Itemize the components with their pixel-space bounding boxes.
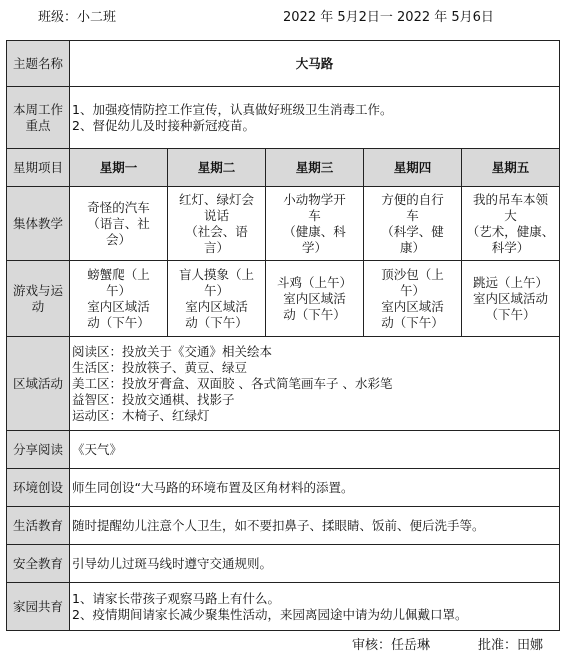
theme-value: 大马路 xyxy=(70,41,560,87)
cell-line: 室内区域活 xyxy=(283,290,346,306)
weekly-plan-table xyxy=(6,40,560,631)
week-header-label: 星期项目 xyxy=(7,149,70,187)
week-header-row xyxy=(7,149,560,187)
cell-line: 言） xyxy=(203,239,229,255)
home-content xyxy=(70,583,560,631)
cell-line: 红灯、绿灯会 xyxy=(178,191,254,207)
cell-line: 说话 xyxy=(203,207,229,223)
approver: 批准：田娜 xyxy=(478,638,544,653)
cell-line: 大 xyxy=(504,207,517,223)
cell-line: 车 xyxy=(308,207,321,223)
safety-label: 安全教育 xyxy=(7,545,70,583)
group-teaching-friday xyxy=(462,187,560,261)
games-label: 游戏与运动 xyxy=(7,261,70,337)
focus-content xyxy=(70,87,560,149)
area-item: 益智区：投放交通棋、找影子 xyxy=(72,391,235,407)
games-thursday xyxy=(364,261,462,337)
group-teaching-wednesday xyxy=(266,187,364,261)
cell-line: 午） xyxy=(203,282,229,298)
area-item: 生活区：投放筷子、黄豆、绿豆 xyxy=(72,359,248,375)
focus-row xyxy=(7,87,560,149)
games-row xyxy=(7,261,560,337)
day-tuesday: 星期二 xyxy=(168,149,266,187)
reading-row xyxy=(7,431,560,469)
environment-value: 师生同创设“大马路的环境布置及区角材料的添置。 xyxy=(70,469,560,507)
life-value: 随时提醒幼儿注意个人卫生，如不要扣鼻子、揉眼睛、饭前、便后洗手等。 xyxy=(70,507,560,545)
area-item: 美工区：投放牙膏盒、双面胶 、各式简笔画车子 、水彩笔 xyxy=(72,375,393,391)
day-friday: 星期五 xyxy=(462,149,560,187)
cell-line: 午） xyxy=(399,282,425,298)
life-row xyxy=(7,507,560,545)
home-label: 家园共育 xyxy=(7,583,70,631)
cell-line: （语言、社 xyxy=(87,215,150,231)
cell-line: 动（下午） xyxy=(185,314,248,330)
cell-line: 小动物学开 xyxy=(283,191,346,207)
home-item: 1、请家长带孩子观察马路上有什么。 xyxy=(72,590,280,606)
document-footer xyxy=(0,634,575,652)
cell-line: （艺术，健康、 xyxy=(466,223,555,239)
group-teaching-row xyxy=(7,187,560,261)
cell-line: 动（下午） xyxy=(283,306,346,322)
cell-line: 我的吊车本领 xyxy=(473,191,549,207)
cell-line: 室内区域活 xyxy=(87,298,150,314)
cell-line: 方便的自行 xyxy=(381,191,444,207)
cell-line: 学） xyxy=(301,239,327,255)
home-row xyxy=(7,583,560,631)
area-item: 阅读区：投放关于《交通》相关绘本 xyxy=(72,343,273,359)
group-teaching-tuesday xyxy=(168,187,266,261)
cell-line: 车 xyxy=(406,207,419,223)
group-teaching-thursday xyxy=(364,187,462,261)
cell-line: 螃蟹爬（上 xyxy=(87,266,150,282)
cell-line: 会） xyxy=(105,231,131,247)
cell-line: 动（下午） xyxy=(381,314,444,330)
safety-row xyxy=(7,545,560,583)
life-label: 生活教育 xyxy=(7,507,70,545)
cell-line: 奇怪的汽车 xyxy=(87,199,150,215)
cell-line: 午） xyxy=(105,282,131,298)
areas-content xyxy=(70,337,560,431)
cell-line: （健康、科 xyxy=(283,223,346,239)
cell-line: 顶沙包（上 xyxy=(381,266,444,282)
group-teaching-label: 集体教学 xyxy=(7,187,70,261)
theme-label: 主题名称 xyxy=(7,41,70,87)
cell-line: （社会、语 xyxy=(185,223,248,239)
cell-line: 跳远（上午） xyxy=(473,274,549,290)
cell-line: 科学） xyxy=(491,239,530,255)
day-monday: 星期一 xyxy=(70,149,168,187)
day-thursday: 星期四 xyxy=(364,149,462,187)
focus-label: 本周工作重点 xyxy=(7,87,70,149)
cell-line: 室内区域活动 xyxy=(473,290,549,306)
reading-label: 分享阅读 xyxy=(7,431,70,469)
cell-line: 斗鸡（上午） xyxy=(276,274,352,290)
cell-line: （下午） xyxy=(485,306,536,322)
group-teaching-monday xyxy=(70,187,168,261)
games-tuesday xyxy=(168,261,266,337)
cell-line: 康） xyxy=(399,239,425,255)
environment-row xyxy=(7,469,560,507)
reviewer: 审核：任岳琳 xyxy=(352,638,431,653)
areas-row xyxy=(7,337,560,431)
day-wednesday: 星期三 xyxy=(266,149,364,187)
games-monday xyxy=(70,261,168,337)
class-label: 班级：小二班 xyxy=(38,10,117,25)
theme-row xyxy=(7,41,560,87)
games-friday xyxy=(462,261,560,337)
safety-value: 引导幼儿过斑马线时遵守交通规则。 xyxy=(70,545,560,583)
cell-line: 室内区域活 xyxy=(381,298,444,314)
focus-item: 2、督促幼儿及时接种新冠疫苗。 xyxy=(72,117,255,133)
home-item: 2、疫情期间请家长减少聚集性活动，来园离园途中请为幼儿佩戴口罩。 xyxy=(72,606,468,622)
games-wednesday xyxy=(266,261,364,337)
date-range: 2022 年 5月2日一 2022 年 5月6日 xyxy=(283,10,494,25)
reading-value: 《天气》 xyxy=(70,431,560,469)
area-item: 运动区：木椅子、红绿灯 xyxy=(72,407,210,423)
areas-label: 区域活动 xyxy=(7,337,70,431)
cell-line: 动（下午） xyxy=(87,314,150,330)
cell-line: （科学、健 xyxy=(381,223,444,239)
document-header xyxy=(0,6,575,26)
cell-line: 室内区域活 xyxy=(185,298,248,314)
focus-item: 1、加强疫情防控工作宣传，认真做好班级卫生消毒工作。 xyxy=(72,101,393,117)
cell-line: 盲人摸象（上 xyxy=(178,266,254,282)
environment-label: 环境创设 xyxy=(7,469,70,507)
